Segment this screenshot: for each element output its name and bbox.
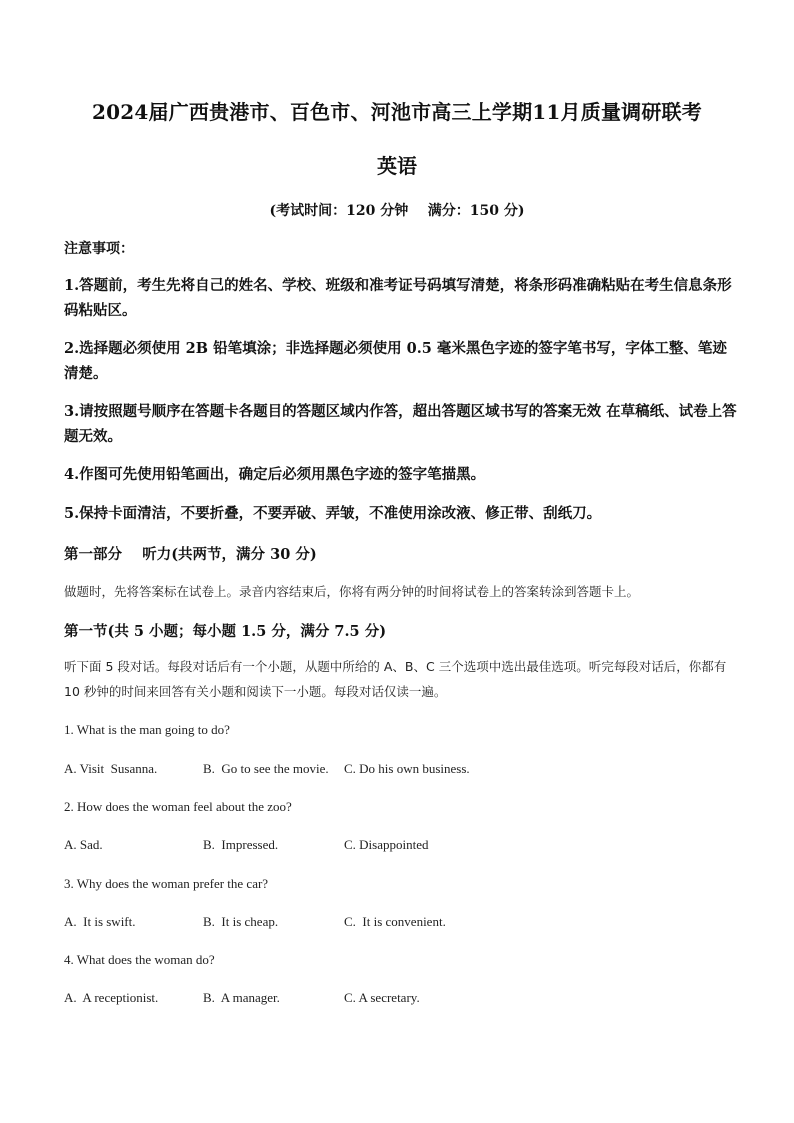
time-info: (考试时间：120 分钟 满分：150 分) [269, 203, 525, 219]
part1-heading: 第一部分 听力(共两节，满分 30 分) [64, 546, 317, 563]
note-item: 5.保持卡面清洁，不要折叠，不要弄破、弄皱，不准使用涂改液、修正带、刮纸刀。 [64, 505, 602, 522]
option-c: C. Disappointed [344, 837, 429, 852]
section1-heading: 第一节(共 5 小题；每小题 1.5 分，满分 7.5 分) [64, 623, 387, 640]
question-stem: 1. What is the man going to do? [64, 722, 230, 737]
subject-title: 英语 [377, 154, 417, 178]
question-stem: 4. What does the woman do? [64, 952, 215, 967]
option-b: B. Go to see the movie. [203, 761, 329, 776]
option-a: A. Visit Susanna. [64, 761, 158, 776]
question-stem: 2. How does the woman feel about the zoo? [64, 799, 292, 814]
option-a: A. It is swift. [64, 914, 136, 929]
option-b: B. Impressed. [203, 837, 279, 852]
question-stem: 3. Why does the woman prefer the car? [64, 876, 269, 891]
notes-heading: 注意事项： [64, 241, 134, 257]
option-c: C. Do his own business. [344, 761, 470, 776]
option-a: A. Sad. [64, 837, 103, 852]
option-a: A. A receptionist. [64, 990, 159, 1005]
section1-instruction: 听下面 5 段对话。每段对话后有一个小题，从题中所给的 A、B、C 三个选项中选出最佳选项。听完每段对话后，你都有 10 秒钟的时间来回答有关小题和阅读下一小题。每段对话仅读一遍。 [64, 659, 727, 699]
note-item: 1.答题前，考生先将自己的姓名、学校、班级和准考证号码填写清楚，将条形码准确粘贴在考生信息条形码粘贴区。 [64, 277, 732, 319]
option-c: C. It is convenient. [344, 914, 446, 929]
note-item: 4.作图可先使用铅笔画出，确定后必须用黑色字迹的签字笔描黑。 [64, 466, 486, 483]
option-b: B. A manager. [203, 990, 280, 1005]
option-b: B. It is cheap. [203, 914, 279, 929]
note-item: 3.请按照题号顺序在答题卡各题目的答题区域内作答，超出答题区域书写的答案无效 在草稿纸、试卷上答题无效。 [64, 403, 737, 445]
note-item: 2.选择题必须使用 2B 铅笔填涂；非选择题必须使用 0.5 毫米黑色字迹的签字笔书写，字体工整、笔迹清楚。 [64, 340, 727, 382]
part1-instruction: 做题时，先将答案标在试卷上。录音内容结束后，你将有两分钟的时间将试卷上的答案转涂到答题卡上。 [64, 584, 640, 599]
exam-title: 2024届广西贵港市、百色市、河池市高三上学期11月质量调研联考 [92, 100, 702, 124]
option-c: C. A secretary. [344, 990, 420, 1005]
